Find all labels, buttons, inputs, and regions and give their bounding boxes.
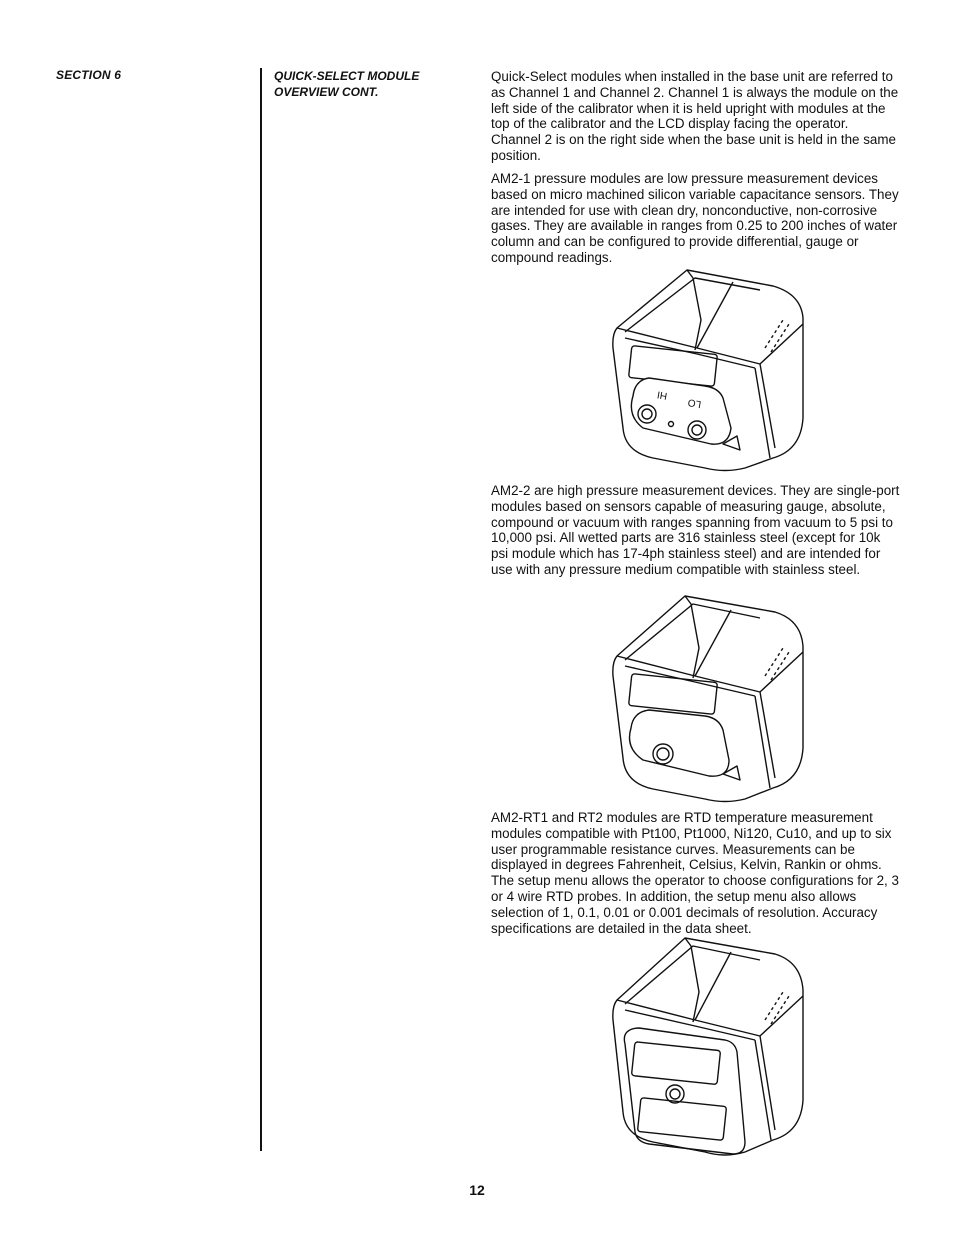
- paragraph-channels: [491, 69, 901, 164]
- subhead-line-2: OVERVIEW CONT.: [274, 85, 379, 99]
- paragraph-channels-text: Quick-Select modules when installed in the base unit are referred to as Channel 1 and Channel 2. Channel 1 is always the module on the left side of the calibrator when it is held upright with modules at the top of the calibrator and the LCD display facing the operator. Channel 2 is on the right side when the base unit is held in the same position.: [491, 69, 899, 163]
- section-label: SECTION 6: [56, 68, 122, 82]
- subhead-line-1: QUICK-SELECT MODULE: [274, 69, 420, 83]
- paragraph-am2-rt: [491, 810, 901, 936]
- paragraph-am2-1: [491, 171, 901, 266]
- page-number: 12: [469, 1182, 485, 1198]
- paragraph-am2-2-text: AM2-2 are high pressure measurement devices. They are single-port modules based on sensors capable of measuring gauge, absolute, compound or vacuum with ranges spanning from vacuum to 5 psi to 10,000 psi. All wetted parts are 316 stainless steel (except for 10k psi module which has 17-4ph stainless steel) and are intended for use with any pressure medium compatible with stainless steel.: [491, 483, 900, 577]
- paragraph-am2-2: [491, 483, 901, 578]
- paragraph-am2-1-text: AM2-1 pressure modules are low pressure measurement devices based on micro machined silicon variable capacitance sensors. They are intended for use with clean dry, nonconductive, non-corrosive gases. They are available in ranges from 0.25 to 200 inches of water column and can be configured to provide differential, gauge or compound readings.: [491, 171, 899, 265]
- am2-rt-module-illustration: [605, 936, 805, 1158]
- subhead: [274, 68, 454, 100]
- port-label-lo: LO: [687, 396, 703, 410]
- port-label-hi: HI: [656, 388, 669, 401]
- column-rule: [260, 68, 262, 1151]
- am2-2-module-illustration: [605, 594, 805, 804]
- am2-1-module-illustration: [605, 268, 805, 473]
- paragraph-am2-rt-text: AM2-RT1 and RT2 modules are RTD temperature measurement modules compatible with Pt100, Pt1000, Ni120, Cu10, and up to six user programmable resistance curves. Measurements can be displayed in degrees Fahrenheit, Celsius, Kelvin, Rankin or ohms. The setup menu allows the operator to choose configurations for 2, 3 or 4 wire RTD probes. In addition, the setup menu also allows selection of 1, 0.1, 0.01 or 0.001 decimals of resolution. Accuracy specifications are detailed in the data sheet.: [491, 810, 899, 936]
